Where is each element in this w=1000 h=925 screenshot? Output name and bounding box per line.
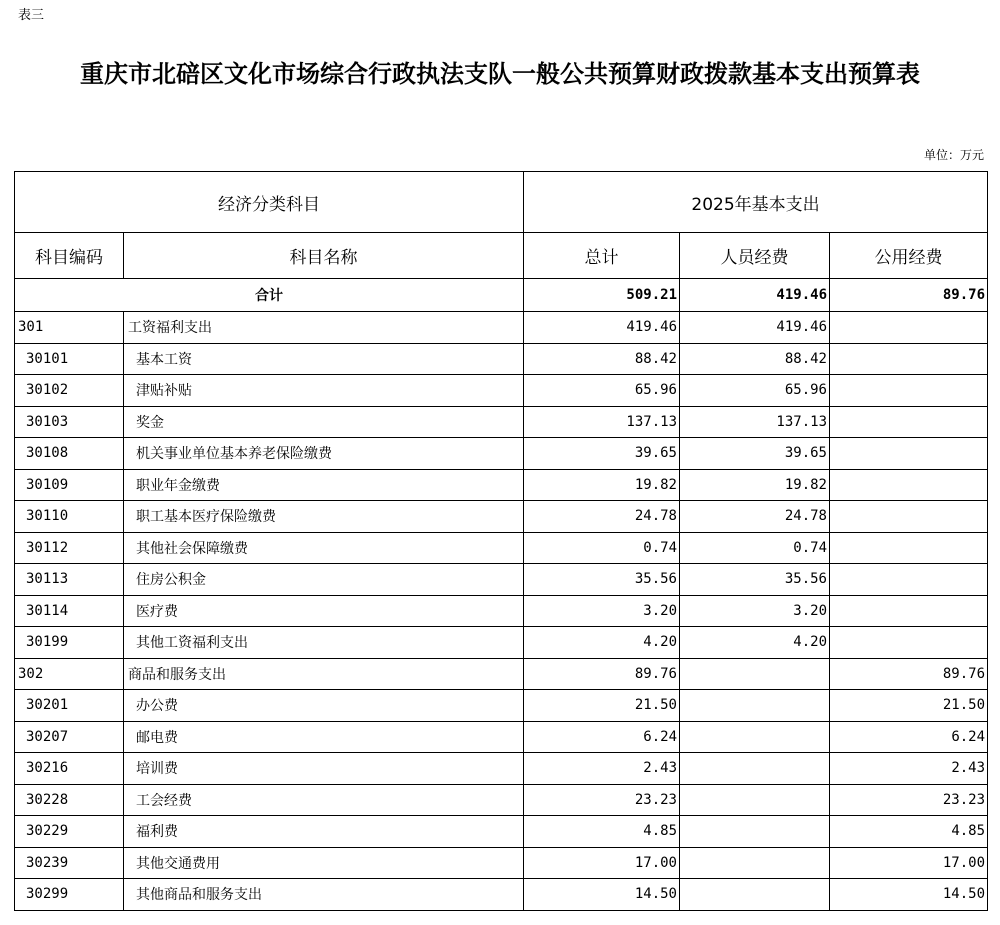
row-total: 137.13 (524, 406, 680, 438)
row-personnel (680, 753, 830, 785)
table-row (15, 406, 988, 438)
row-personnel (680, 690, 830, 722)
table-row (15, 879, 988, 911)
row-name: 津贴补贴 (124, 375, 524, 407)
row-name: 医疗费 (124, 595, 524, 627)
row-public (830, 627, 988, 659)
table-row (15, 375, 988, 407)
table-row (15, 312, 988, 344)
row-total: 89.76 (524, 658, 680, 690)
row-personnel: 137.13 (680, 406, 830, 438)
row-personnel (680, 847, 830, 879)
header-personnel: 人员经费 (680, 233, 830, 279)
row-personnel: 24.78 (680, 501, 830, 533)
row-total: 19.82 (524, 469, 680, 501)
table-row (15, 721, 988, 753)
row-total: 6.24 (524, 721, 680, 753)
row-public (830, 564, 988, 596)
row-public: 2.43 (830, 753, 988, 785)
row-personnel: 88.42 (680, 343, 830, 375)
row-name: 工会经费 (124, 784, 524, 816)
row-public (830, 312, 988, 344)
row-personnel (680, 721, 830, 753)
row-code: 30229 (15, 816, 124, 848)
row-name: 机关事业单位基本养老保险缴费 (124, 438, 524, 470)
header-total: 总计 (524, 233, 680, 279)
row-code: 302 (15, 658, 124, 690)
total-personnel: 419.46 (680, 279, 830, 312)
row-personnel: 0.74 (680, 532, 830, 564)
row-name: 职业年金缴费 (124, 469, 524, 501)
row-total: 21.50 (524, 690, 680, 722)
row-public (830, 595, 988, 627)
row-total: 2.43 (524, 753, 680, 785)
budget-table (14, 171, 988, 911)
total-label: 合计 (15, 279, 524, 312)
row-code: 30201 (15, 690, 124, 722)
table-row (15, 343, 988, 375)
row-personnel: 39.65 (680, 438, 830, 470)
row-code: 30207 (15, 721, 124, 753)
row-code: 30108 (15, 438, 124, 470)
table-row (15, 564, 988, 596)
table-row (15, 753, 988, 785)
row-personnel: 3.20 (680, 595, 830, 627)
row-code: 30299 (15, 879, 124, 911)
table-row (15, 784, 988, 816)
row-name: 其他工资福利支出 (124, 627, 524, 659)
row-name: 职工基本医疗保险缴费 (124, 501, 524, 533)
row-total: 88.42 (524, 343, 680, 375)
row-name: 福利费 (124, 816, 524, 848)
row-code: 30102 (15, 375, 124, 407)
total-row (15, 279, 988, 312)
row-code: 30112 (15, 532, 124, 564)
row-total: 4.85 (524, 816, 680, 848)
row-code: 30114 (15, 595, 124, 627)
row-personnel: 19.82 (680, 469, 830, 501)
row-public: 89.76 (830, 658, 988, 690)
header-code: 科目编码 (15, 233, 124, 279)
row-public: 4.85 (830, 816, 988, 848)
row-code: 30113 (15, 564, 124, 596)
row-name: 工资福利支出 (124, 312, 524, 344)
total-sum: 509.21 (524, 279, 680, 312)
table-row (15, 816, 988, 848)
table-row (15, 627, 988, 659)
row-code: 30101 (15, 343, 124, 375)
table-row (15, 690, 988, 722)
row-name: 基本工资 (124, 343, 524, 375)
row-name: 其他商品和服务支出 (124, 879, 524, 911)
row-code: 30103 (15, 406, 124, 438)
row-personnel: 35.56 (680, 564, 830, 596)
header-name: 科目名称 (124, 233, 524, 279)
table-row (15, 847, 988, 879)
row-code: 30199 (15, 627, 124, 659)
row-public: 6.24 (830, 721, 988, 753)
row-total: 24.78 (524, 501, 680, 533)
row-total: 0.74 (524, 532, 680, 564)
row-public (830, 532, 988, 564)
page-title: 重庆市北碚区文化市场综合行政执法支队一般公共预算财政拨款基本支出预算表 (80, 59, 920, 88)
row-total: 39.65 (524, 438, 680, 470)
table-row (15, 469, 988, 501)
row-public (830, 343, 988, 375)
row-personnel (680, 658, 830, 690)
row-total: 4.20 (524, 627, 680, 659)
table-row (15, 595, 988, 627)
row-name: 奖金 (124, 406, 524, 438)
row-code: 30109 (15, 469, 124, 501)
row-code: 301 (15, 312, 124, 344)
row-code: 30110 (15, 501, 124, 533)
row-personnel (680, 879, 830, 911)
row-total: 23.23 (524, 784, 680, 816)
row-name: 办公费 (124, 690, 524, 722)
total-public: 89.76 (830, 279, 988, 312)
header-public: 公用经费 (830, 233, 988, 279)
row-total: 3.20 (524, 595, 680, 627)
row-total: 17.00 (524, 847, 680, 879)
row-name: 住房公积金 (124, 564, 524, 596)
row-name: 培训费 (124, 753, 524, 785)
row-code: 30239 (15, 847, 124, 879)
row-code: 30228 (15, 784, 124, 816)
unit-label: 单位：万元 (923, 148, 984, 162)
row-name: 邮电费 (124, 721, 524, 753)
row-public (830, 469, 988, 501)
row-public (830, 406, 988, 438)
row-name: 商品和服务支出 (124, 658, 524, 690)
header-year-basic: 2025年基本支出 (524, 172, 988, 233)
row-personnel (680, 784, 830, 816)
row-public (830, 375, 988, 407)
row-code: 30216 (15, 753, 124, 785)
row-personnel: 65.96 (680, 375, 830, 407)
header-row-top (15, 172, 988, 233)
table-row (15, 501, 988, 533)
row-name: 其他社会保障缴费 (124, 532, 524, 564)
row-personnel: 419.46 (680, 312, 830, 344)
row-total: 65.96 (524, 375, 680, 407)
row-public (830, 438, 988, 470)
row-public (830, 501, 988, 533)
row-public: 17.00 (830, 847, 988, 879)
row-personnel: 4.20 (680, 627, 830, 659)
row-public: 23.23 (830, 784, 988, 816)
row-total: 419.46 (524, 312, 680, 344)
row-total: 14.50 (524, 879, 680, 911)
header-row-columns (15, 233, 988, 279)
header-economic-category: 经济分类科目 (15, 172, 524, 233)
table-row (15, 438, 988, 470)
document-label: 表三 (18, 8, 45, 23)
row-total: 35.56 (524, 564, 680, 596)
table-row (15, 532, 988, 564)
row-public: 14.50 (830, 879, 988, 911)
row-name: 其他交通费用 (124, 847, 524, 879)
row-public: 21.50 (830, 690, 988, 722)
table-row (15, 658, 988, 690)
row-personnel (680, 816, 830, 848)
